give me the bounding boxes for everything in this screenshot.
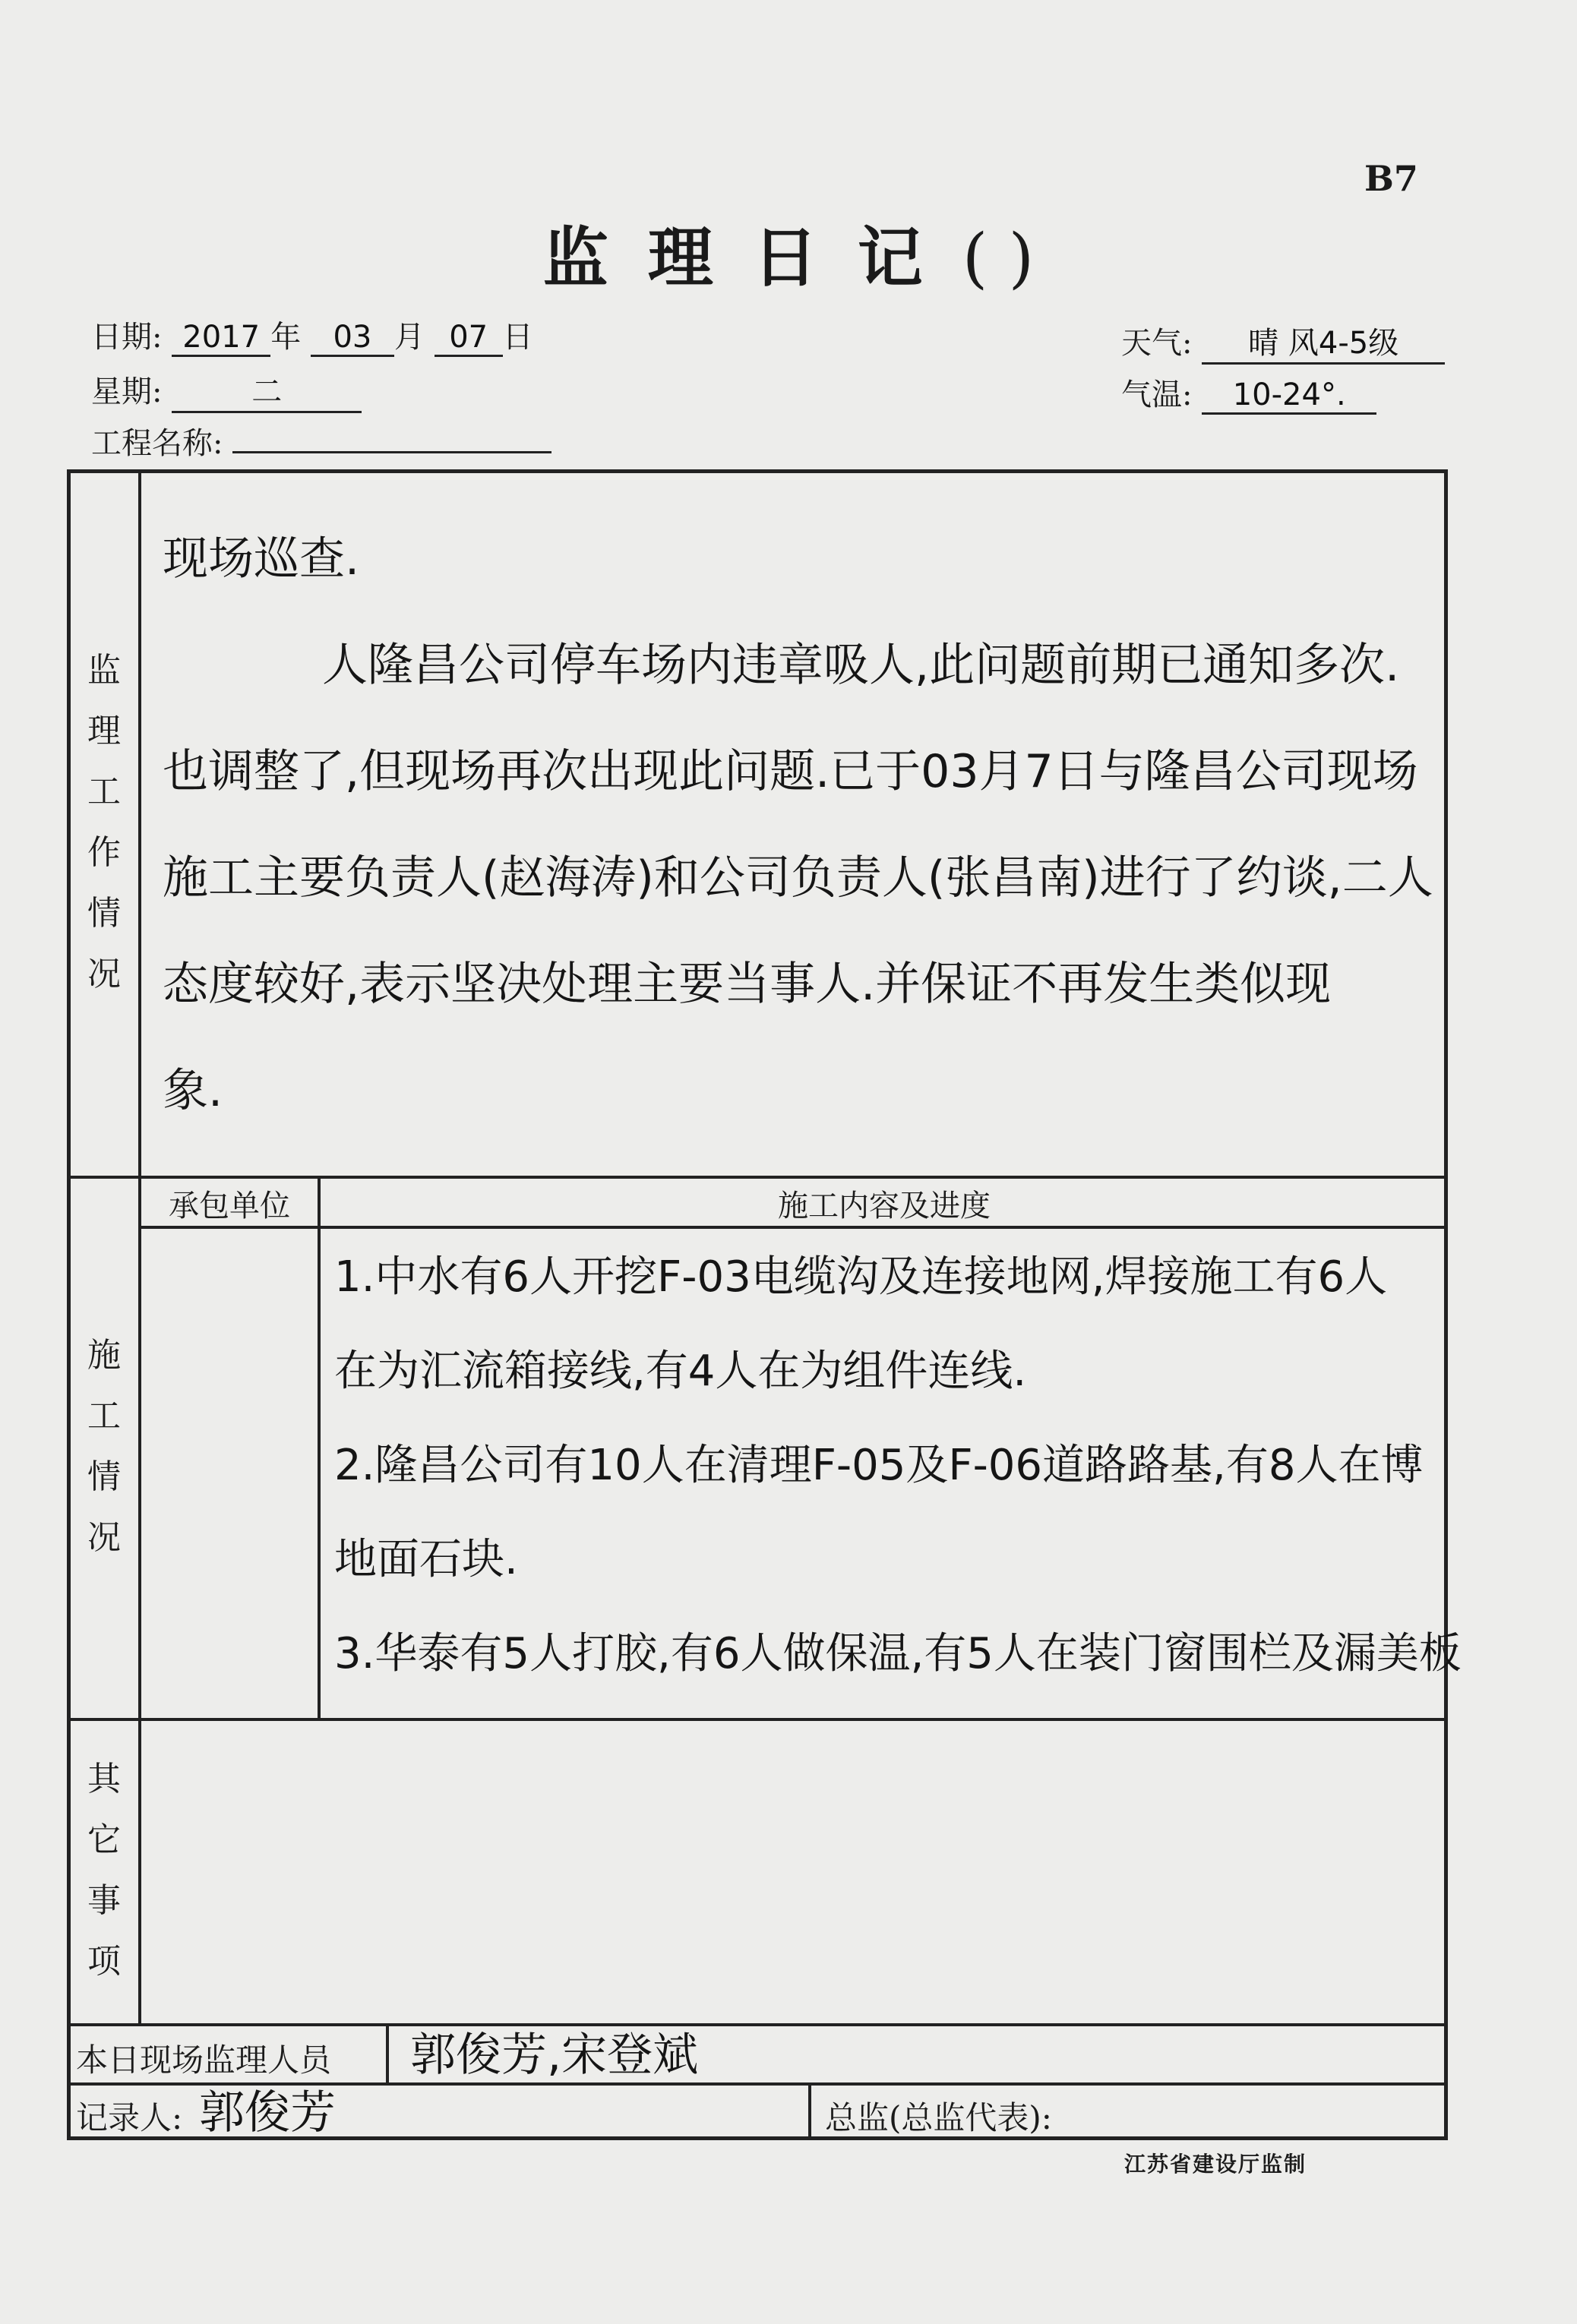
chief-label: 总监(总监代表): (825, 2099, 1052, 2136)
date-month: 03 (311, 320, 394, 357)
supervision-label-char: 情 (87, 894, 121, 933)
supervision-label-char: 工 (87, 772, 121, 811)
recorder-label: 记录人: (76, 2099, 183, 2136)
date-year: 2017 (172, 320, 270, 357)
recorder-value: 郭俊芳 (199, 2086, 336, 2139)
construction-label-char: 情 (87, 1457, 121, 1496)
temperature-value: 10-24°. (1202, 377, 1376, 415)
supervision-line: 也调整了,但现场再次出现此问题.已于03月7日与隆昌公司现场 (163, 745, 1418, 798)
page-title (0, 205, 1577, 299)
month-char: 月 (393, 320, 425, 355)
year-char: 年 (270, 320, 302, 355)
construction-line: 在为汇流箱接线,有4人在为组件连线. (334, 1347, 1027, 1396)
recorder-chief-divider (808, 2082, 811, 2140)
project-name-label: 工程名称: (91, 426, 223, 461)
other-label-char: 它 (87, 1820, 121, 1859)
staff-label-divider (386, 2023, 389, 2082)
weekday-row (91, 368, 362, 413)
construction-label (70, 1176, 138, 1718)
label-column-divider (138, 469, 141, 2023)
contractor-column-header: 承包单位 (169, 1189, 290, 1224)
section-divider-3 (67, 2023, 1448, 2026)
other-label-char: 事 (87, 1881, 121, 1920)
construction-label-char: 况 (87, 1518, 121, 1557)
temperature-row (1121, 371, 1376, 415)
supervision-line: 态度较好,表示坚决处理主要当事人.并保证不再发生类似现 (163, 958, 1332, 1011)
title-paren: ( ) (962, 220, 1035, 296)
construction-label-char: 工 (87, 1397, 121, 1435)
construction-line: 3.华泰有5人打胶,有6人做保温,有5人在装门窗围栏及漏美板 (334, 1629, 1462, 1678)
weather-value: 晴 风4-5级 (1202, 319, 1445, 365)
construction-line: 1.中水有6人开挖F-03电缆沟及连接地网,焊接施工有6人 (334, 1252, 1388, 1302)
supervision-label-char: 况 (87, 955, 121, 993)
date-day: 07 (435, 320, 503, 357)
construction-line: 2.隆昌公司有10人在清理F-05及F-06道路路基,有8人在博 (334, 1441, 1424, 1490)
staff-value: 郭俊芳,宋登斌 (410, 2029, 699, 2082)
weekday-value: 二 (172, 368, 362, 413)
supervision-line: 象. (163, 1064, 223, 1117)
temperature-label: 气温: (1121, 377, 1193, 412)
other-label-char: 其 (87, 1760, 121, 1798)
content-column-header: 施工内容及进度 (778, 1189, 991, 1224)
other-label (70, 1718, 138, 2023)
supervision-label-char: 作 (87, 833, 121, 872)
project-name-value (232, 451, 551, 453)
form-code: B7 (1364, 158, 1418, 199)
construction-header-divider (138, 1226, 1448, 1229)
supervision-line: 现场巡查. (163, 532, 360, 586)
weather-row (1121, 319, 1445, 365)
supervision-content (163, 506, 1439, 1144)
project-row (91, 419, 551, 463)
supervision-line: 施工主要负责人(赵海涛)和公司负责人(张昌南)进行了约谈,二人 (163, 851, 1433, 905)
title-main: 监理日记 (542, 219, 962, 296)
date-label: 日期: (91, 320, 163, 355)
section-divider-2 (67, 1718, 1448, 1721)
construction-line: 地面石块. (334, 1535, 518, 1584)
supervision-label-char: 监 (87, 651, 121, 690)
maker-note: 江苏省建设厅监制 (1124, 2152, 1307, 2177)
supervision-label (70, 469, 138, 1176)
weekday-label: 星期: (91, 374, 163, 409)
contractor-column-divider (318, 1176, 321, 1718)
construction-label-char: 施 (87, 1336, 121, 1375)
date-row (91, 313, 533, 357)
supervision-line: 人隆昌公司停车场内违章吸人,此问题前期已通知多次. (322, 639, 1400, 692)
weather-label: 天气: (1121, 326, 1193, 361)
supervision-label-char: 理 (87, 712, 121, 750)
staff-label: 本日现场监理人员 (76, 2041, 332, 2079)
other-label-char: 项 (87, 1942, 121, 1981)
day-char: 日 (502, 320, 533, 355)
construction-content (334, 1230, 1462, 1701)
section-divider-1 (67, 1176, 1448, 1179)
